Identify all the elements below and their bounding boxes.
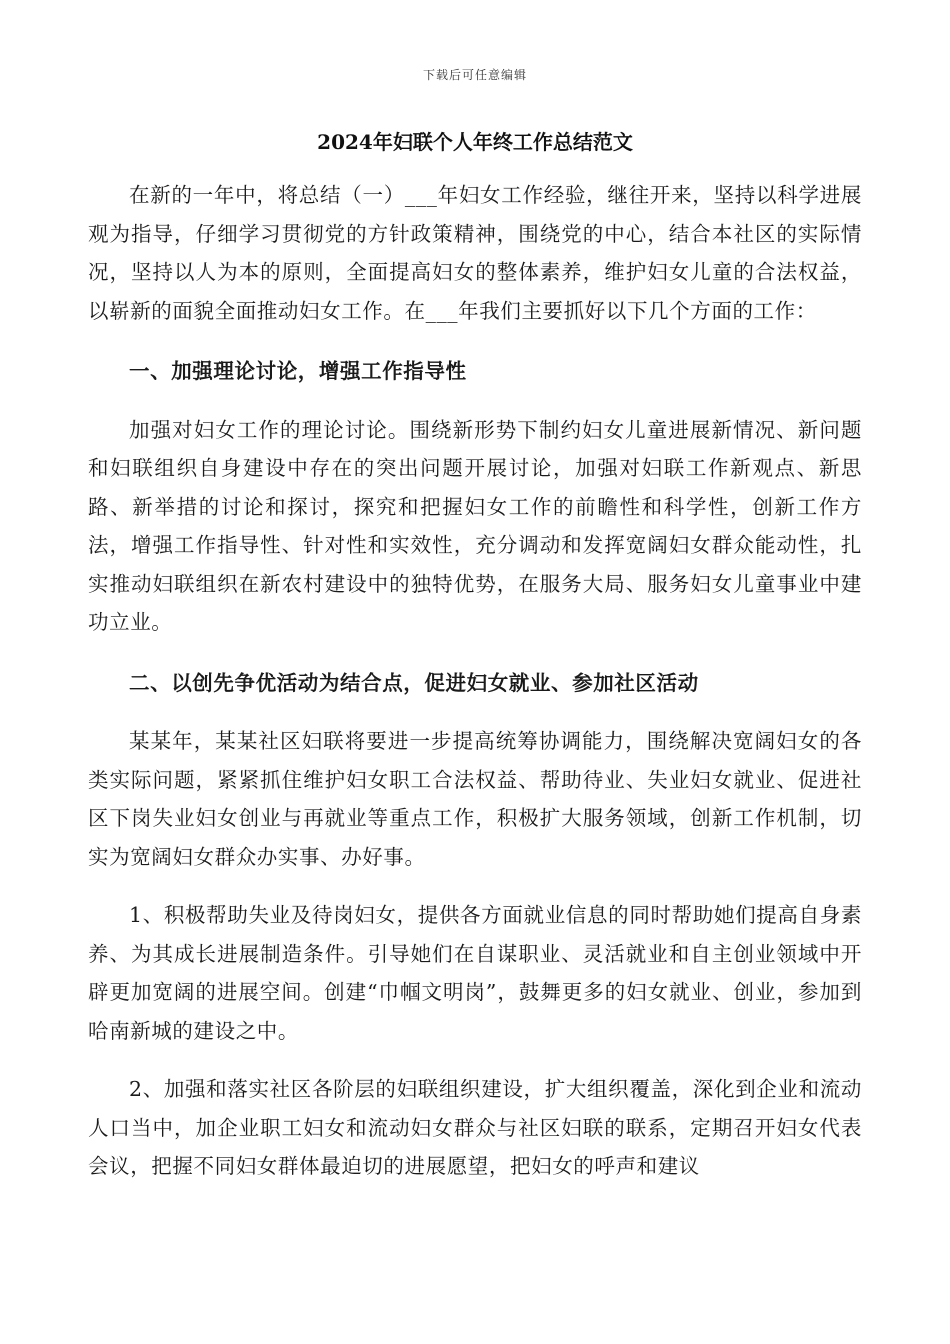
- list-item-2: 2、加强和落实社区各阶层的妇联组织建设，扩大组织覆盖，深化到企业和流动人口当中，加企业职工妇女和流动妇女群众与社区妇联的联系，定期召开妇女代表会议，把握不同妇女群体最迫切的进展愿望，把妇女的呼声和建议: [88, 1077, 862, 1178]
- intro-paragraph: 在新的一年中，将总结（一）___年妇女工作经验，继往开来，坚持以科学进展观为指导，仔细学习贯彻党的方针政策精神，围绕党的中心，结合本社区的实际情况，坚持以人为本的原则，全面提高妇女的整体素养，维护妇女儿童的合法权益，以崭新的面貌全面推动妇女工作。在___年我们主要抓好以下几个方面的工作：: [88, 183, 862, 323]
- section-heading-1: 一、加强理论讨论，增强工作指导性: [129, 359, 467, 383]
- document-body: [88, 176, 862, 1186]
- document-title: 2024年妇联个人年终工作总结范文: [317, 130, 633, 154]
- list-item-1: 1、积极帮助失业及待岗妇女，提供各方面就业信息的同时帮助她们提高自身素养、为其成长进展制造条件。引导她们在自谋职业、灵活就业和自主创业领域中开辟更加宽阔的进展空间。创建“巾帼文明岗”，鼓舞更多的妇女就业、创业，参加到哈南新城的建设之中。: [88, 903, 862, 1043]
- header-note: 下载后可任意编辑: [422, 68, 527, 82]
- section-heading-2: 二、以创先争优活动为结合点，促进妇女就业、参加社区活动: [129, 670, 699, 695]
- section-2-paragraph: 某某年，某某社区妇联将要进一步提高统筹协调能力，围绕解决宽阔妇女的各类实际问题，紧紧抓住维护妇女职工合法权益、帮助待业、失业妇女就业、促进社区下岗失业妇女创业与再就业等重点工作，积极扩大服务领域，创新工作机制，切实为宽阔妇女群众办实事、办好事。: [88, 729, 862, 869]
- section-1-paragraph: 加强对妇女工作的理论讨论。围绕新形势下制约妇女儿童进展新情况、新问题和妇联组织自身建设中存在的突出问题开展讨论，加强对妇联工作新观点、新思路、新举措的讨论和探讨，探究和把握妇女工作的前瞻性和科学性，创新工作方法，增强工作指导性、针对性和实效性，充分调动和发挥宽阔妇女群众能动性，扎实推动妇联组织在新农村建设中的独特优势，在服务大局、服务妇女儿童事业中建功立业。: [88, 417, 862, 634]
